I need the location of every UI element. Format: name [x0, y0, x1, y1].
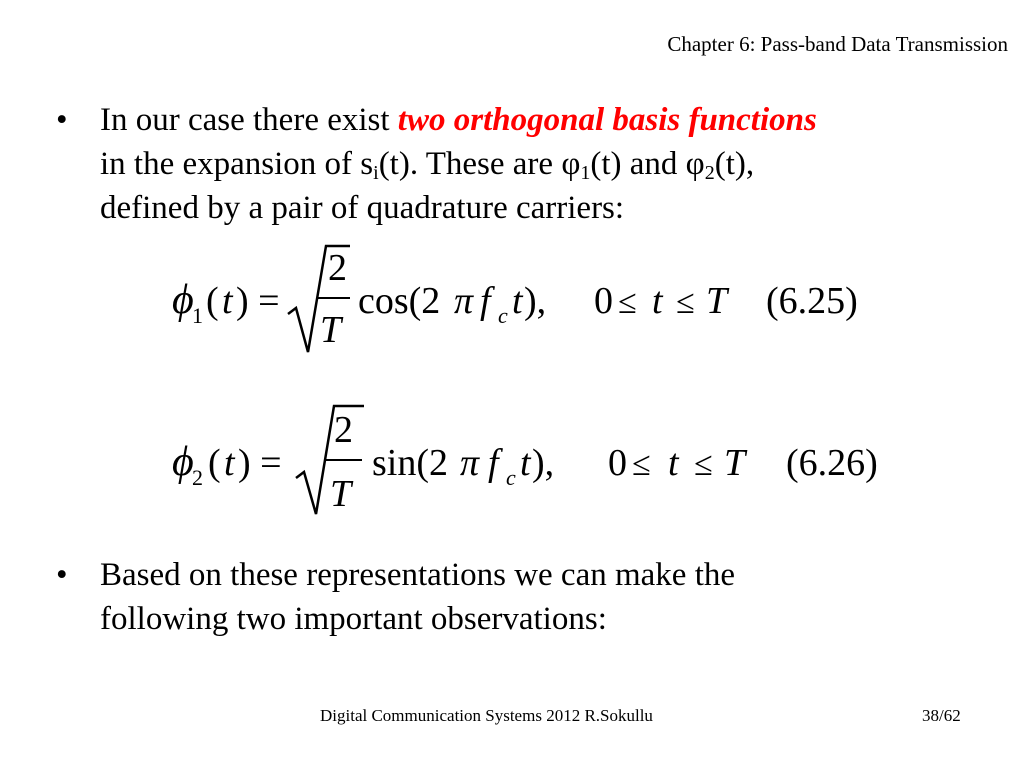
time-t: t — [520, 442, 531, 484]
arg-open: ( — [206, 280, 219, 322]
phi-symbol: ϕ — [172, 277, 194, 323]
equation-6-25 — [0, 240, 1024, 365]
fraction-numerator: 2 — [334, 409, 353, 451]
subscript-2: 2 — [704, 162, 715, 184]
range-zero: 0 — [608, 442, 627, 484]
range-T: T — [706, 280, 728, 322]
phi-subscript: 2 — [192, 465, 203, 490]
close-paren: ), — [532, 442, 555, 484]
subscript-i: i — [373, 162, 379, 184]
freq-f: f — [488, 442, 499, 484]
func-name: sin(2 — [372, 442, 448, 484]
le-sign-2: ≤ — [676, 284, 695, 321]
time-t: t — [512, 280, 523, 322]
range-t: t — [668, 442, 679, 484]
emphasis-text: two orthogonal basis functions — [397, 102, 817, 138]
arg-t: t — [224, 442, 235, 484]
equation-6-26 — [0, 400, 1024, 525]
phi-subscript: 1 — [192, 303, 203, 328]
phi-symbol: ϕ — [172, 439, 194, 485]
range-T: T — [724, 442, 746, 484]
bullet-text — [100, 553, 986, 641]
fraction-denominator: T — [320, 309, 342, 351]
bullet-line-3: defined by a pair of quadrature carriers: — [100, 190, 625, 226]
bullet-observations — [56, 553, 986, 641]
line2-part-a: in the expansion of s — [100, 146, 374, 182]
bullet-text — [100, 98, 986, 230]
equation-number: (6.25) — [766, 280, 858, 322]
arg-open: ( — [208, 442, 221, 484]
bullet-line-1 — [100, 98, 986, 142]
footer-page-number: 38/62 — [922, 706, 961, 725]
fraction-denominator: T — [330, 473, 352, 515]
bullet-marker: • — [56, 102, 68, 138]
le-sign-1: ≤ — [618, 284, 637, 321]
footer-course: Digital Communication Systems 2012 R.Sokullu — [320, 706, 653, 725]
bullet-line-1: Based on these representations we can make the — [100, 557, 736, 593]
chapter-header: Chapter 6: Pass-band Data Transmission — [667, 32, 1008, 56]
subscript-1: 1 — [580, 162, 591, 184]
equation-number: (6.26) — [786, 442, 878, 484]
pi-symbol: π — [460, 442, 480, 484]
line2-part-c: (t) and φ — [590, 146, 705, 182]
freq-f: f — [480, 280, 491, 322]
bullet-line-2 — [100, 142, 986, 186]
close-paren: ), — [524, 280, 547, 322]
le-sign-2: ≤ — [694, 446, 713, 483]
range-t: t — [652, 280, 663, 322]
arg-close-equals: ) = — [236, 280, 280, 322]
line2-part-d: (t), — [714, 146, 755, 182]
arg-t: t — [222, 280, 233, 322]
le-sign-1: ≤ — [632, 446, 651, 483]
bullet-intro: In our case there exist — [100, 102, 398, 138]
bullet-basis-functions — [56, 98, 986, 230]
pi-symbol: π — [454, 280, 474, 322]
bullet-marker: • — [56, 557, 68, 593]
func-name: cos(2 — [358, 280, 441, 322]
arg-close-equals: ) = — [238, 442, 282, 484]
freq-subscript-c: c — [498, 303, 508, 328]
bullet-line-2: following two important observations: — [100, 601, 607, 637]
freq-subscript-c: c — [506, 465, 516, 490]
line2-part-b: (t). These are φ — [378, 146, 581, 182]
range-zero: 0 — [594, 280, 613, 322]
fraction-numerator: 2 — [328, 247, 347, 289]
